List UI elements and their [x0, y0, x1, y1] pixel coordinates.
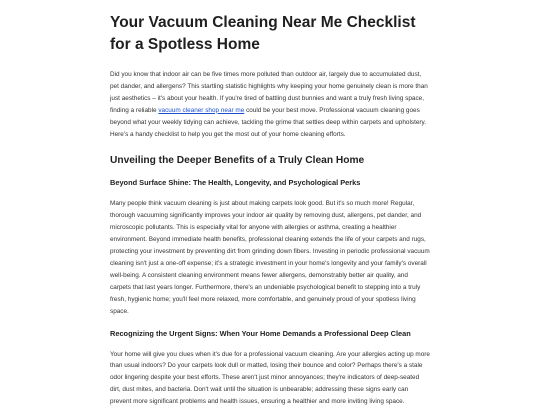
page-title: Your Vacuum Cleaning Near Me Checklist for a Spotless Home: [110, 12, 430, 56]
intro-text-before-link: Did you know that indoor air can be five times more polluted than outdoor air, largely due to accumulated dust, pet dander, and allergens? This startling statistic highlights why keeping your home genuinely clean is more than just aesthetics – it's about your health. If you're tired of battling dust bunnies and want a truly fresh living space, finding a reliable: [110, 71, 428, 114]
article: [110, 0, 430, 408]
perks-paragraph: Many people think vacuum cleaning is just about making carpets look good. But it's so much more! Regular, thorough vacuuming significantly improves your indoor air quality by removing dust, allergens, pet dander, and microscopic pollutants. This is especially vital for anyone with allergies or asthma, creating a healthier environment. Beyond immediate health benefits, professional cleaning extends the life of your carpets and rugs, protecting your investment by preventing dirt from grinding down fibers. Investing in periodic professional vacuum cleaning isn't just a one-off expense; it's a strategic investment in your home's longevity and your family's overall well-being. A consistent cleaning environment means fewer allergens, demonstrably better air quality, and carpets that last years longer. Furthermore, there's an undeniable psychological benefit to stepping into a truly fresh, hygienic home; you'll feel more relaxed, more comfortable, and genuinely proud of your spotless living space.: [110, 198, 430, 317]
subsection-heading-signs: Recognizing the Urgent Signs: When Your Home Demands a Professional Deep Clean: [110, 328, 430, 339]
vacuum-shop-link[interactable]: vacuum cleaner shop near me: [158, 107, 244, 114]
intro-paragraph: [110, 69, 430, 140]
subsection-heading-perks: Beyond Surface Shine: The Health, Longevity, and Psychological Perks: [110, 177, 430, 188]
intro-text-after-link: could be your best move. Professional vacuum cleaning goes beyond what your weekly tidying can achieve, tackling the grime that settles deep within carpets and upholstery. Here's a handy checklist to help you get the most out of your home cleaning efforts.: [110, 107, 426, 138]
section-heading-benefits: Unveiling the Deeper Benefits of a Truly Clean Home: [110, 154, 430, 168]
signs-paragraph: Your home will give you clues when it's due for a professional vacuum cleaning. Are your allergies acting up more than usual indoors? Do your carpets look dull or matted, losing their bounce and color? Perhaps there's a stale odor lingering despite your best efforts. These aren't just minor annoyances; they're indicators of deep-seated dirt, dust mites, and bacteria. Don't wait until the situation is unbearable; addressing these signs early can prevent more significant problems and health issues, ensuring a healthier and more inviting living space.: [110, 349, 430, 408]
